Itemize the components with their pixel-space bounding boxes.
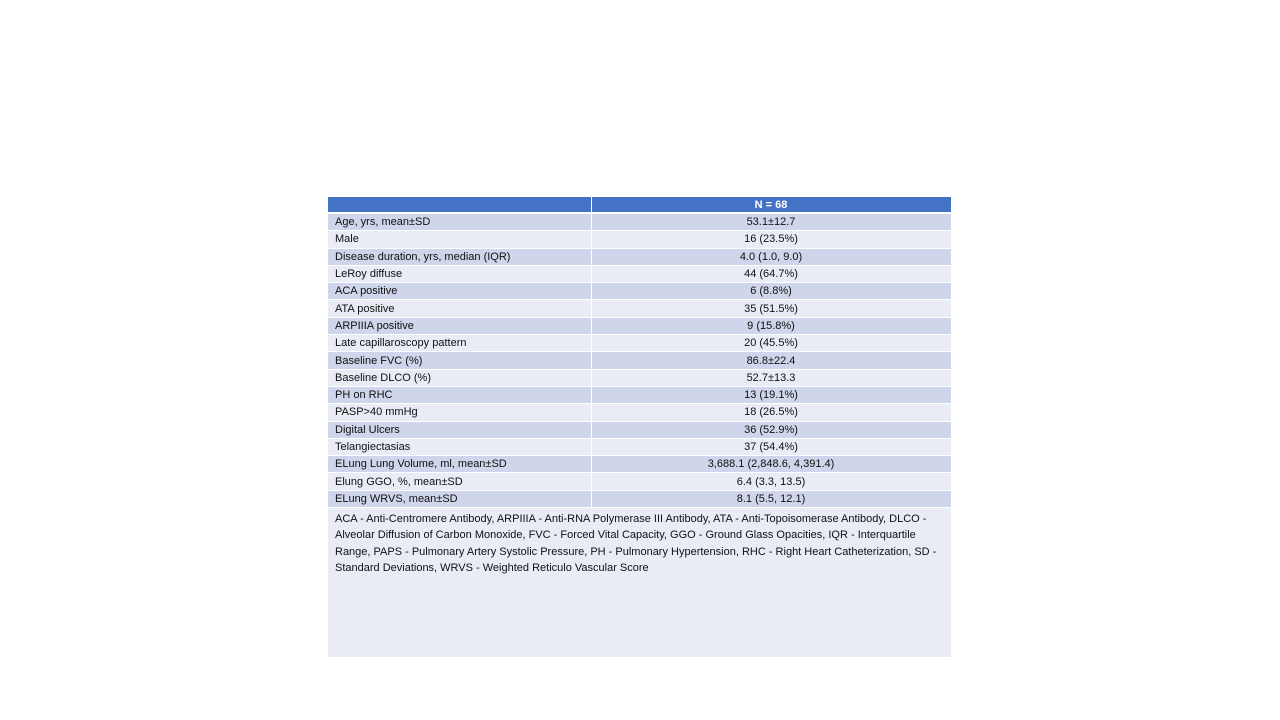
- table-row: [328, 490, 951, 507]
- row-value: 9 (15.8%): [591, 317, 951, 334]
- table-row: [328, 213, 951, 231]
- table-row: [328, 317, 951, 334]
- table-row: [328, 231, 951, 248]
- row-value: 18 (26.5%): [591, 404, 951, 421]
- header-cell-label: [328, 197, 591, 213]
- table-row: [328, 456, 951, 473]
- table-row: [328, 352, 951, 369]
- table-row: [328, 369, 951, 386]
- row-value: 6 (8.8%): [591, 283, 951, 300]
- row-value: 53.1±12.7: [591, 213, 951, 231]
- footnote-row: [328, 508, 951, 658]
- row-label: LeRoy diffuse: [328, 265, 591, 282]
- row-label: PASP>40 mmHg: [328, 404, 591, 421]
- row-value: 8.1 (5.5, 12.1): [591, 490, 951, 507]
- patient-characteristics-table: [328, 197, 952, 658]
- row-label: Baseline DLCO (%): [328, 369, 591, 386]
- row-label: Telangiectasias: [328, 438, 591, 455]
- row-value: 3,688.1 (2,848.6, 4,391.4): [591, 456, 951, 473]
- row-label: ELung WRVS, mean±SD: [328, 490, 591, 507]
- row-value: 4.0 (1.0, 9.0): [591, 248, 951, 265]
- row-label: ATA positive: [328, 300, 591, 317]
- table-row: [328, 265, 951, 282]
- row-label: Late capillaroscopy pattern: [328, 335, 591, 352]
- header-cell-n: N = 68: [591, 197, 951, 213]
- row-label: Digital Ulcers: [328, 421, 591, 438]
- row-label: Baseline FVC (%): [328, 352, 591, 369]
- row-label: Elung GGO, %, mean±SD: [328, 473, 591, 490]
- row-label: Disease duration, yrs, median (IQR): [328, 248, 591, 265]
- row-value: 86.8±22.4: [591, 352, 951, 369]
- row-value: 6.4 (3.3, 13.5): [591, 473, 951, 490]
- row-label: Age, yrs, mean±SD: [328, 213, 591, 231]
- table-row: [328, 386, 951, 403]
- row-value: 20 (45.5%): [591, 335, 951, 352]
- row-value: 44 (64.7%): [591, 265, 951, 282]
- row-label: Male: [328, 231, 591, 248]
- table-header-row: [328, 197, 951, 213]
- row-value: 16 (23.5%): [591, 231, 951, 248]
- row-label: ARPIIIA positive: [328, 317, 591, 334]
- table-row: [328, 248, 951, 265]
- table-row: [328, 438, 951, 455]
- table-row: [328, 421, 951, 438]
- row-value: 35 (51.5%): [591, 300, 951, 317]
- row-label: ACA positive: [328, 283, 591, 300]
- row-label: ELung Lung Volume, ml, mean±SD: [328, 456, 591, 473]
- table-row: [328, 473, 951, 490]
- row-value: 13 (19.1%): [591, 386, 951, 403]
- table-row: [328, 283, 951, 300]
- abbreviations-footnote: ACA - Anti-Centromere Antibody, ARPIIIA - Anti-RNA Polymerase III Antibody, ATA - Anti-Topoisomerase Antibody, DLCO - Alveolar Diffusion of Carbon Monoxide, FVC - Forced Vital Capacity, GGO - Ground Glass Opacities, IQR - Interquartile Range, PAPS - Pulmonary Artery Systolic Pressure, PH - Pulmonary Hypertension, RHC - Right Heart Catheterization, SD - Standard Deviations, WRVS - Weighted Reticulo Vascular Score: [328, 508, 951, 658]
- row-value: 37 (54.4%): [591, 438, 951, 455]
- row-value: 52.7±13.3: [591, 369, 951, 386]
- table-row: [328, 300, 951, 317]
- row-value: 36 (52.9%): [591, 421, 951, 438]
- table-row: [328, 335, 951, 352]
- row-label: PH on RHC: [328, 386, 591, 403]
- table-row: [328, 404, 951, 421]
